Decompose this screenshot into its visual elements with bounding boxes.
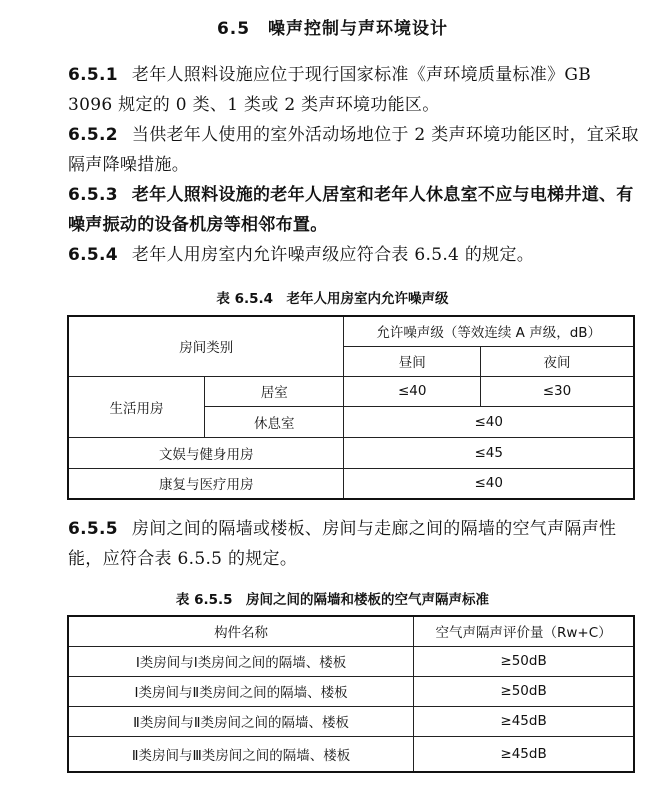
- clause-6-5-2: [68, 120, 640, 180]
- table-row-component: Ⅱ类房间与Ⅱ类房间之间的隔墙、楼板: [68, 706, 414, 736]
- clause-number: 6.5.3: [68, 185, 118, 205]
- clause-text: 老年人用房室内允许噪声级应符合表 6.5.4 的规定。: [131, 245, 535, 265]
- cell-rest-room-value: ≤40: [344, 406, 634, 437]
- clause-number: 6.5.1: [68, 65, 118, 85]
- clause-text: 老年人照料设施的老年人居室和老年人休息室不应与电梯井道、有噪声振动的设备机房等相邻布置。: [68, 185, 634, 235]
- clause-number: 6.5.5: [68, 519, 118, 539]
- table-row-value: ≥45dB: [414, 706, 634, 736]
- cell-medical-value: ≤40: [344, 468, 634, 499]
- cell-medical: 康复与医疗用房: [68, 468, 344, 499]
- clause-text: 房间之间的隔墙或楼板、房间与走廊之间的隔墙的空气声隔声性能，应符合表 6.5.5 的规定。: [68, 519, 617, 569]
- header-allowed-noise: 允许噪声级（等效连续 A 声级，dB）: [344, 316, 634, 346]
- table-6-5-4: [67, 315, 635, 500]
- clause-6-5-4: [68, 240, 640, 270]
- clause-number: 6.5.4: [68, 245, 118, 265]
- cell-bedroom: 居室: [204, 376, 343, 406]
- header-rating: 空气声隔声评价量（Rw+C）: [414, 616, 634, 646]
- clause-6-5-5: [68, 514, 640, 574]
- table-row-value: ≥50dB: [414, 676, 634, 706]
- table-row-value: ≥50dB: [414, 646, 634, 676]
- header-component: 构件名称: [68, 616, 414, 646]
- table-6-5-5: [67, 615, 635, 773]
- table-row-component: Ⅱ类房间与Ⅲ类房间之间的隔墙、楼板: [68, 736, 414, 772]
- header-day: 昼间: [344, 346, 481, 376]
- header-room-type: 房间类别: [68, 316, 344, 376]
- clause-number: 6.5.2: [68, 125, 118, 145]
- clause-text: 老年人照料设施应位于现行国家标准《声环境质量标准》GB 3096 规定的 0 类、1 类或 2 类声环境功能区。: [68, 65, 592, 115]
- table-6-5-5-caption: 表 6.5.5 房间之间的隔墙和楼板的空气声隔声标准: [175, 592, 490, 608]
- cell-recreation: 文娱与健身用房: [68, 437, 344, 468]
- cell-bedroom-night: ≤30: [481, 376, 635, 406]
- clause-6-5-1: [68, 60, 640, 120]
- table-row-value: ≥45dB: [414, 736, 634, 772]
- table-6-5-4-caption: 表 6.5.4 老年人用房室内允许噪声级: [216, 291, 449, 307]
- table-row-component: Ⅰ类房间与Ⅰ类房间之间的隔墙、楼板: [68, 646, 414, 676]
- cell-living-group: 生活用房: [68, 376, 204, 437]
- cell-rest-room: 休息室: [204, 406, 343, 437]
- section-title: 6.5 噪声控制与声环境设计: [216, 19, 449, 39]
- cell-bedroom-day: ≤40: [344, 376, 481, 406]
- table-row-component: Ⅰ类房间与Ⅱ类房间之间的隔墙、楼板: [68, 676, 414, 706]
- header-night: 夜间: [481, 346, 635, 376]
- cell-recreation-value: ≤45: [344, 437, 634, 468]
- clause-6-5-3: [68, 180, 640, 240]
- clause-text: 当供老年人使用的室外活动场地位于 2 类声环境功能区时，宜采取隔声降噪措施。: [68, 125, 639, 175]
